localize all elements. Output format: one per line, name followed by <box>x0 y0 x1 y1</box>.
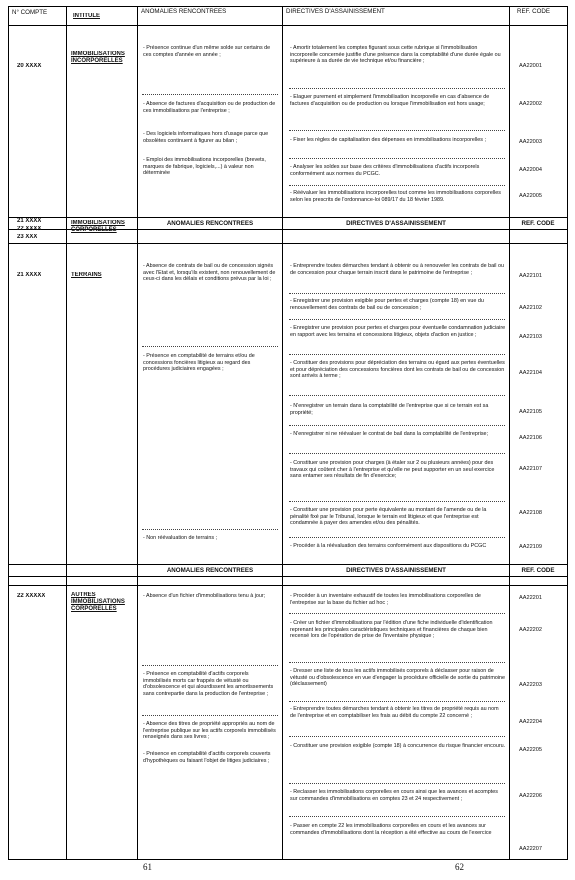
directive-text: - Réévaluer les immobilisations incorporelles tout comme les immobilisations corporelles selon les prescrits de l'ordonnance-loi 089/17 du 18 février 1989. <box>290 190 501 203</box>
section-anomalies-header: ANOMALIES RENCONTREES <box>166 567 254 574</box>
header-directives: DIRECTIVES D'ASSAINISSEMENT <box>286 8 385 15</box>
directive-text: - Enregistrer une provision pour pertes et charges pour éventuelle condamnation judiciaire en rapport avec les terrains et concessions litigieux, objets d'action en justice ; <box>290 325 506 338</box>
ref-code: AA22005 <box>519 193 543 199</box>
anomaly-text: - Absence de factures d'acquisition ou de production de ces immobilisations par l'entreprise ; <box>143 101 276 114</box>
section-directives-header: DIRECTIVES D'ASSAINISSEMENT <box>346 220 446 227</box>
ref-code: AA22203 <box>519 682 543 688</box>
separator <box>289 425 505 426</box>
directive-text: - Enregistrer une provision exigible pour pertes et charges (compte 18) en vue du renouvellement des contrats de bail ou de concession ; <box>290 298 484 311</box>
ref-code: AA22206 <box>519 793 543 799</box>
separator <box>142 346 278 347</box>
header-ref-code: REF. CODE <box>517 8 551 15</box>
anomaly-text: - Absence de contrats de bail ou de concession signés avec l'Etat et, lorsqu'ils existent, non renouvellement de ceux-ci dans les délais et conditions prévus par la loi ; <box>143 263 276 283</box>
directive-text: - Reclasser les immobilisations corporelles en cours ainsi que les avances et acomptes sur commandes d'immobilisations en comptes 23 et 24 respectivement ; <box>290 789 498 802</box>
anomaly-text: - Absence des titres de propriété appropriés au nom de l'entreprise publique sur les actifs corporels immobilisés renseignés dans ses livres ; <box>143 721 276 741</box>
column-divider <box>509 7 510 859</box>
section-ref-header: REF. CODE <box>521 220 555 227</box>
separator <box>142 665 278 666</box>
directive-text: - Constituer une provision pour perte équivalente au montant de l'amende ou de la pénalité fixé par le Tribunal, lorsque le terrain est litigieux et que l'entreprise est condamnée à payer des amendes et/ou des pénalités. <box>290 507 487 527</box>
ref-code: AA22002 <box>519 101 543 107</box>
section-ref-header: REF. CODE <box>521 567 555 574</box>
ref-code: AA22109 <box>519 544 543 550</box>
ref-code: AA22207 <box>519 846 543 852</box>
ref-code: AA22101 <box>519 273 543 279</box>
ref-code: AA22103 <box>519 334 543 340</box>
account-number: 23 XXX <box>17 234 38 240</box>
anomaly-text: - Présence continue d'un même solde sur certains de ces comptes d'année en année ; <box>143 45 271 58</box>
directive-text: - Elaguer purement et simplement l'immobilisation incorporelle en cas d'absence de factures d'acquisition ou de production ou lorsque l'immobilisation est hors usage; <box>290 94 490 107</box>
section-directives-header: DIRECTIVES D'ASSAINISSEMENT <box>346 567 446 574</box>
ref-code: AA22107 <box>519 466 543 472</box>
page-number-right: 62 <box>455 862 464 872</box>
row-divider <box>9 25 567 26</box>
section-anomalies-header: ANOMALIES RENCONTREES <box>166 220 254 227</box>
separator <box>142 94 278 95</box>
separator <box>289 736 505 737</box>
separator <box>289 783 505 784</box>
account-title: IMMOBILISATIONS CORPORELLES <box>71 220 125 233</box>
anomaly-text: - Des logiciels informatiques hors d'usage parce que obsolètes continuent à figurer au bilan ; <box>143 131 269 144</box>
ref-code: AA22201 <box>519 595 543 601</box>
directive-text: - Constituer des provisions pour dépréciation des terrains ou égard aux pertes éventuelles et pour dépréciation des concessions foncières dont les contrats de bail ou de concession sont arrivés à terme ; <box>290 360 505 380</box>
directive-text: - Entreprendre toutes démarches tendant à obtenir les titres de propriété requis au nom de l'entreprise et en comptabiliser les frais au débit du compte 22 concerné ; <box>290 706 499 719</box>
account-title: IMMOBILISATIONS INCORPORELLES <box>71 51 125 64</box>
account-number: 22 XXXX <box>17 226 42 232</box>
row-divider <box>9 564 567 565</box>
anomaly-text: - Absence d'un fichier d'immobilisations tenu à jour; <box>143 593 266 599</box>
directive-text: - N'enregistrer ni ne réévaluer le contrat de bail dans la comptabilité de l'entreprise; <box>290 431 489 437</box>
directive-text: - Constituer une provision exigible (compte 18) à concurrence du risque financier encouru. <box>290 743 506 749</box>
account-number: 21 XXXX <box>17 272 42 278</box>
ref-code: AA22102 <box>519 305 543 311</box>
page-number-left: 61 <box>143 862 152 872</box>
separator <box>289 158 505 159</box>
ref-code: AA22003 <box>519 139 543 145</box>
separator <box>142 715 278 716</box>
anomaly-text: - Emploi des immobilisations incorporelles (brevets, marques de fabrique, logiciels,...) à valeur non déterminée <box>143 157 266 177</box>
separator <box>289 395 505 396</box>
directive-text: - Créer un fichier d'immobilisations par l'édition d'une fiche individuelle d'identification reprenant les principales caractéristiques techniques et financières de chaque bien recensé lors de l'opération de prise de l'inventaire physique ; <box>290 620 493 640</box>
separator <box>142 529 278 530</box>
header-anomalies: ANOMALIES RENCONTREES <box>141 8 227 15</box>
ref-code: AA22205 <box>519 747 543 753</box>
column-divider <box>137 7 138 859</box>
column-divider <box>282 7 283 859</box>
anomaly-text: - Présence en comptabilité d'actifs corporels couverts d'hypothèques ou faisant l'objet de litiges judiciaires ; <box>143 751 271 764</box>
ref-code: AA22105 <box>519 409 543 415</box>
separator <box>289 537 505 538</box>
directive-text: - Entreprendre toutes démarches tendant à obtenir ou à renouveler les contrats de bail ou de concession pour chaque terrain inscrit dans le patrimoine de l'entreprise ; <box>290 263 504 276</box>
anomaly-text: - Présence en comptabilité de terrains et/ou de concessions foncières litigieux au regard des procédures judiciaires engagées ; <box>143 353 255 373</box>
anomaly-text: - Présence en comptabilité d'actifs corporels immobilisés morts car frappés de vétusté ou d'obsolescence et qui alourdissent les amortissements sans contrepartie dans la production de l'entreprise ; <box>143 671 274 697</box>
directive-text: - Passer en compte 22 les immobilisations corporelles en cours et les avances sur commandes d'immobilisations dont la réception a été effective au cours de l'exercice <box>290 823 492 836</box>
directive-text: - Constituer une provision pour charges (à étaler sur 2 ou plusieurs années) pour des travaux qui coûtent cher à l'entreprise et qu'elle ne peut supporter en un seul exercice sans entamer ses résultats de fin d'exercice; <box>290 460 495 480</box>
directive-text: - Procéder à la réévaluation des terrains conformément aux dispositions du PCGC <box>290 543 487 549</box>
ref-code: AA22004 <box>519 167 543 173</box>
row-divider <box>9 585 567 586</box>
separator <box>289 130 505 131</box>
separator <box>289 662 505 663</box>
ref-code: AA22106 <box>519 435 543 441</box>
anomaly-text: - Non réévaluation de terrains ; <box>143 535 218 541</box>
separator <box>289 816 505 817</box>
row-divider <box>9 217 567 218</box>
document-table <box>8 6 568 860</box>
directive-text: - Fixer les règles de capitalisation des dépenses en immobilisations incorporelles ; <box>290 137 486 143</box>
separator <box>289 185 505 186</box>
directive-text: - Analyser les soldes sur base des critères d'immobilisations d'actifs incorporels conformément aux normes du PCGC. <box>290 164 480 177</box>
account-number: 22 XXXXX <box>17 593 46 599</box>
header-intitule: INTITULE <box>73 13 100 19</box>
header-compte: N° COMPTE <box>12 9 48 16</box>
account-title: AUTRES IMMOBILISATIONS CORPORELLES <box>71 592 125 612</box>
ref-code: AA22108 <box>519 510 543 516</box>
directive-text: - Dresser une liste de tous les actifs immobilisés corporels à déclasser pour raison de vétusté ou d'obsolescence en vue d'engager la procédure officielle de sortie du patrimoine (déclassement) <box>290 668 506 688</box>
column-divider <box>66 7 67 859</box>
row-divider <box>9 243 567 244</box>
directive-text: - N'enregistrer un terrain dans la comptabilité de l'entreprise que si ce terrain est sa propriété; <box>290 403 489 416</box>
separator <box>289 88 505 89</box>
ref-code: AA22202 <box>519 627 543 633</box>
ref-code: AA22104 <box>519 370 543 376</box>
separator <box>289 453 505 454</box>
separator <box>289 501 505 502</box>
separator <box>289 354 505 355</box>
row-divider <box>9 576 567 577</box>
account-number: 21 XXXX <box>17 218 42 224</box>
ref-code: AA22204 <box>519 719 543 725</box>
directive-text: - Amortir totalement les comptes figurant sous cette rubrique si l'immobilisation incorporelle concernée justifie d'une présence dans la comptabilité d'une durée égale ou supérieure à sa durée de vie technique et/ou financière ; <box>290 45 501 65</box>
separator <box>289 613 505 614</box>
separator <box>289 293 505 294</box>
separator <box>289 319 505 320</box>
account-number: 20 XXXX <box>17 63 42 69</box>
directive-text: - Procéder à un inventaire exhaustif de toutes les immobilisations corporelles de l'entreprise sur la base du fichier ad hoc ; <box>290 593 481 606</box>
account-title: TERRAINS <box>71 272 102 278</box>
separator <box>289 701 505 702</box>
ref-code: AA22001 <box>519 63 543 69</box>
